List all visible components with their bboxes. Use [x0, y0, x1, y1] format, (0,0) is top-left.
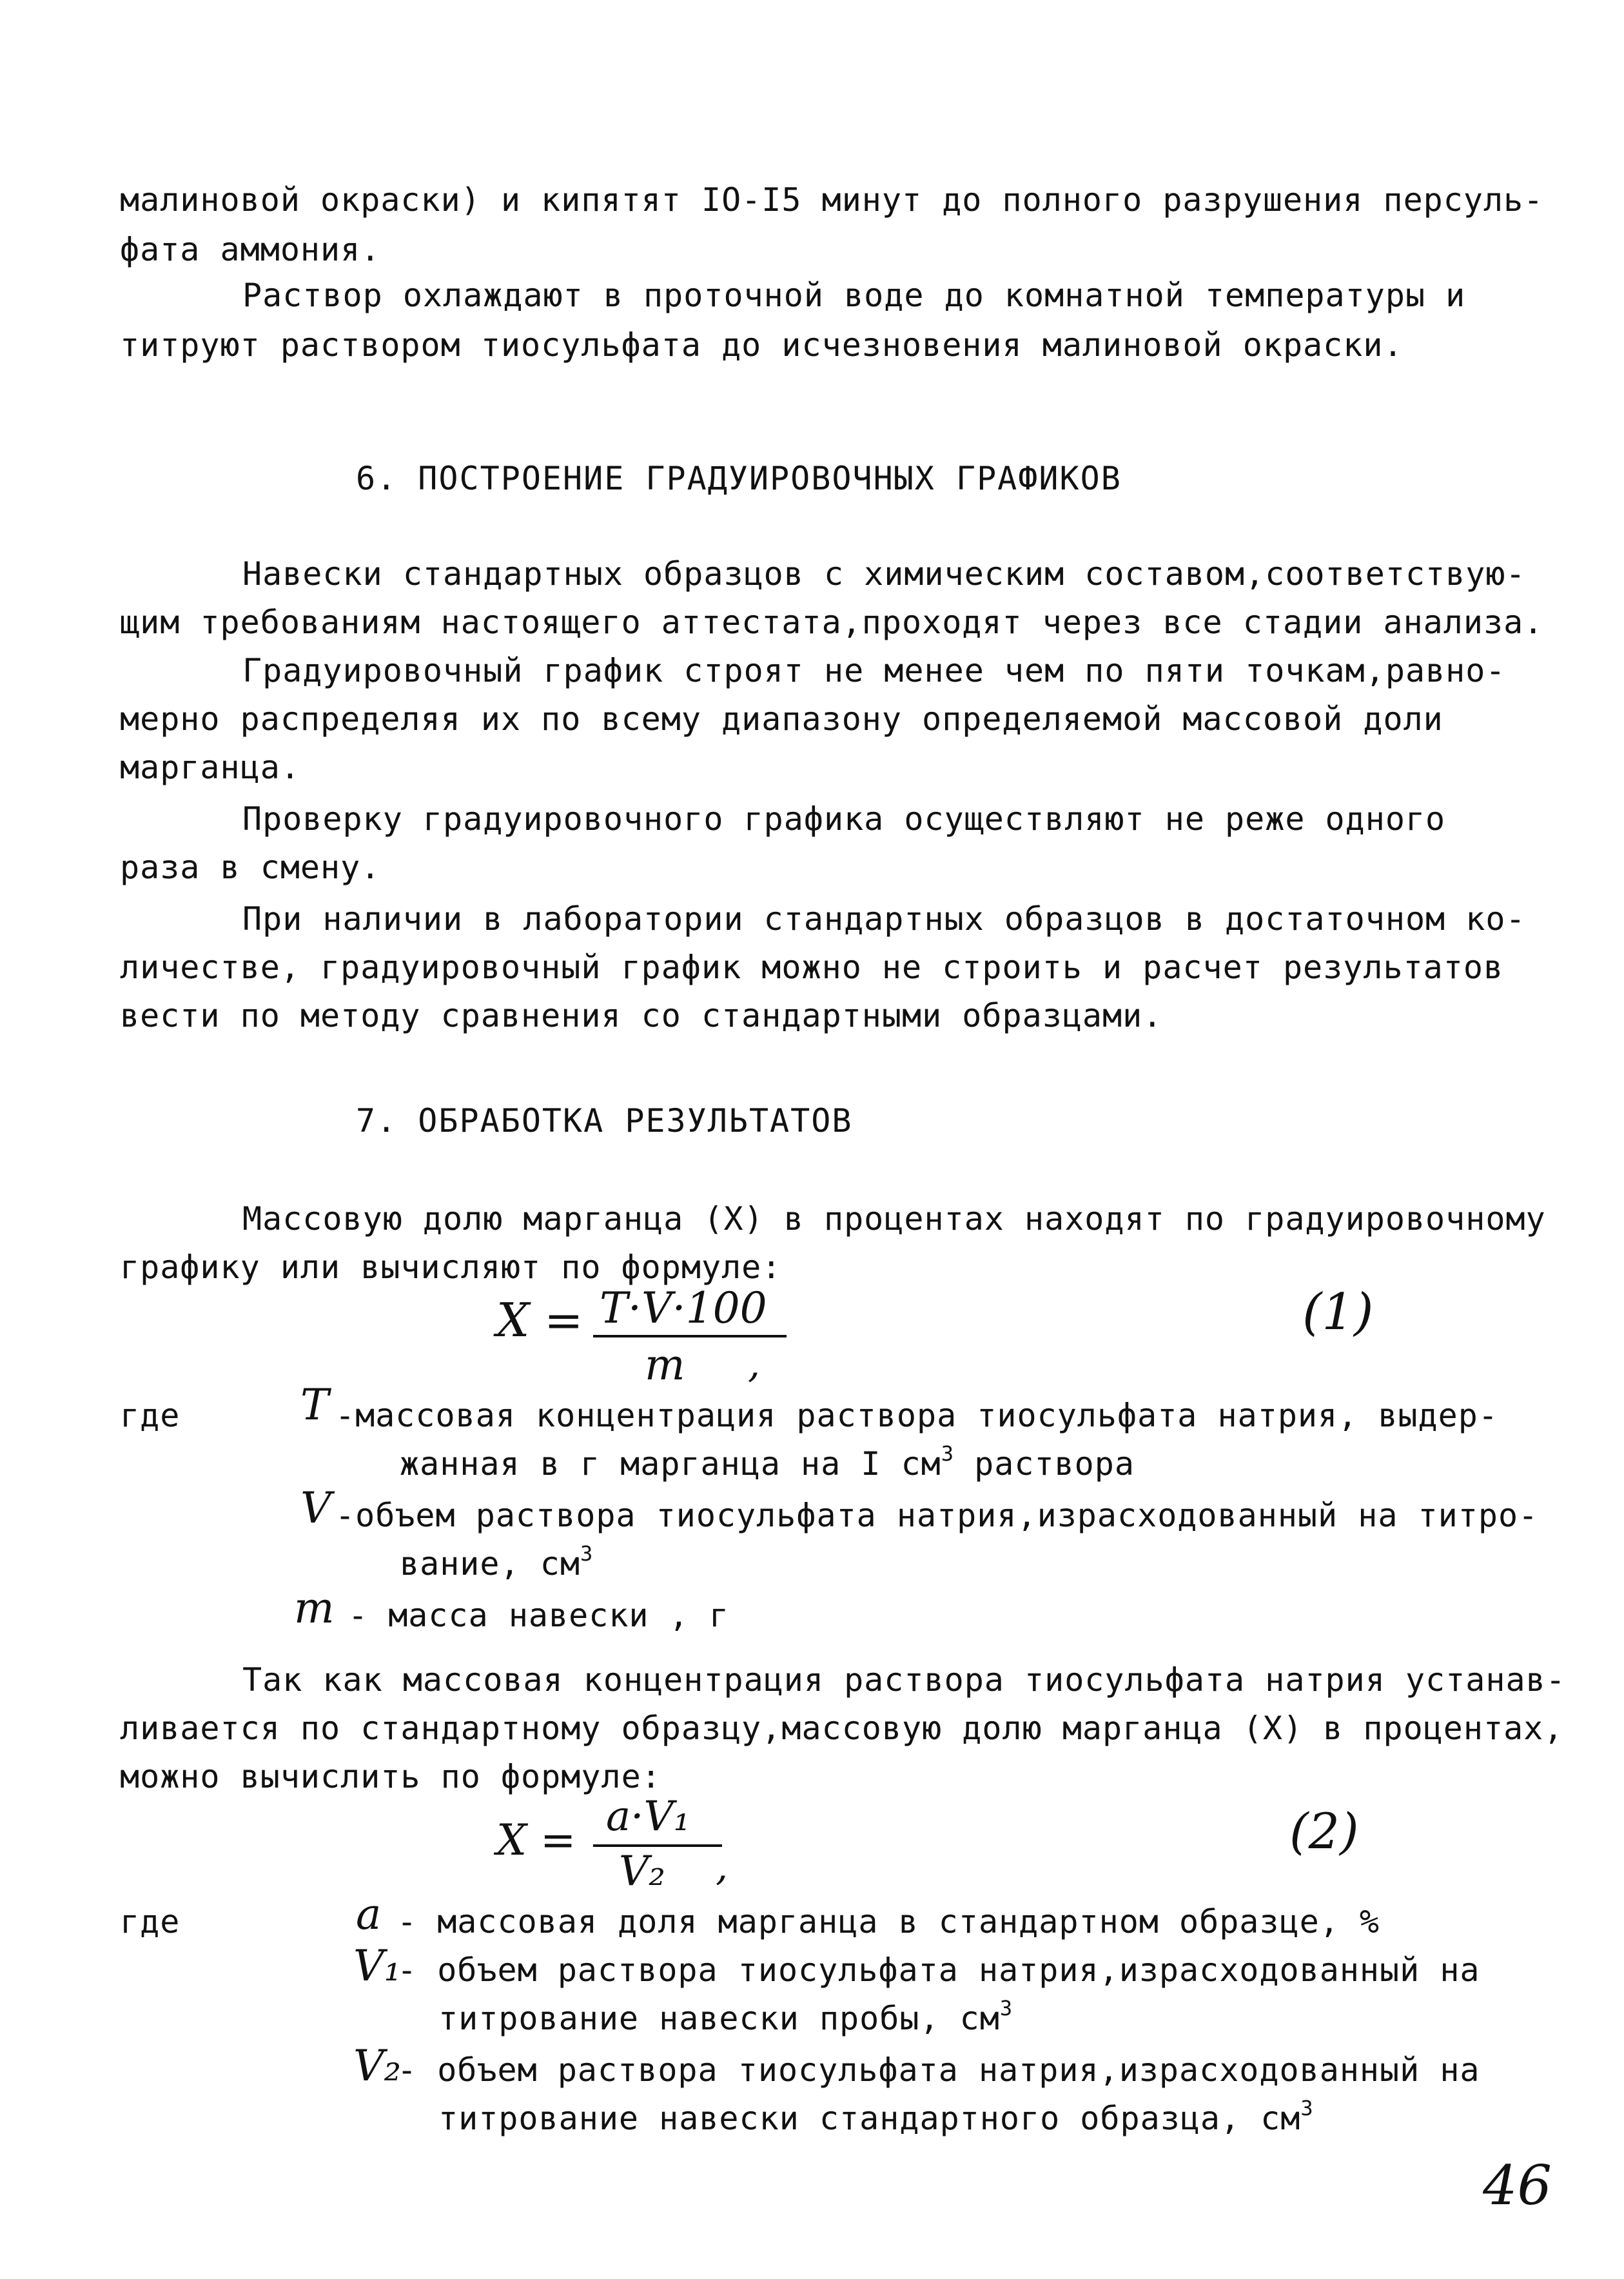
- fraction-bar: [593, 1844, 722, 1847]
- section-heading: 6. ПОСТРОЕНИЕ ГРАДУИРОВОЧНЫХ ГРАФИКОВ: [356, 460, 1122, 497]
- text-line: личестве, градуировочный график можно не строить и расчет результатов: [120, 949, 1504, 986]
- fraction-bar: [593, 1335, 787, 1337]
- formula-lhs: X =: [496, 1815, 576, 1865]
- definition-line: - массовая доля марганца в стандартном образце, %: [397, 1903, 1380, 1940]
- definition-line: -массовая концентрация раствора тиосульфата натрия, выдер-: [335, 1397, 1498, 1434]
- text-line: фата аммония.: [120, 231, 381, 268]
- text-line: раза в смену.: [120, 849, 381, 886]
- symbol-V1: V₁: [353, 1941, 402, 1991]
- symbol-m: m: [294, 1583, 335, 1633]
- section-heading: 7. ОБРАБОТКА РЕЗУЛЬТАТОВ: [356, 1102, 853, 1140]
- definition-line: вание, $см^3$: [400, 1541, 594, 1583]
- text-line: марганца.: [120, 749, 300, 786]
- text-line: Градуировочный график строят не менее чем по пяти точкам,равно-: [242, 652, 1506, 689]
- text-line: Так как массовая концентрация раствора тиосульфата натрия устанав-: [242, 1661, 1566, 1699]
- text-line: малиновой окраски) и кипятят IO-I5 минут до полного разрушения персуль-: [120, 181, 1544, 219]
- text-line: мерно распределяя их по всему диапазону определяемой массовой доли: [120, 700, 1443, 738]
- formula-lhs: X =: [496, 1293, 583, 1347]
- formula-numerator: a·V₁: [606, 1793, 690, 1840]
- definition-line: - объем раствора тиосульфата натрия,израсходованный на: [397, 1951, 1480, 1989]
- formula-denominator: m: [645, 1340, 685, 1390]
- text-line: Раствор охлаждают в проточной воде до комнатной температуры и: [242, 277, 1466, 314]
- page-number: 46: [1483, 2154, 1552, 2217]
- formula-comma: ,: [748, 1341, 761, 1386]
- text-line: ливается по стандартному образцу,массовую долю марганца (X) в процентах,: [120, 1710, 1564, 1747]
- formula-number: (1): [1302, 1283, 1374, 1341]
- symbol-V: V: [300, 1483, 331, 1533]
- text-line: щим требованиям настоящего аттестата,проходят через все стадии анализа.: [120, 604, 1544, 641]
- symbol-T: T: [300, 1380, 329, 1430]
- text-line: можно вычислить по формуле:: [120, 1758, 661, 1795]
- text-line: Проверку градуировочного графика осуществляют не реже одного: [242, 800, 1446, 838]
- text-line: графику или вычисляют по формуле:: [120, 1248, 782, 1286]
- symbol-a: a: [356, 1889, 382, 1939]
- symbol-V2: V₂: [353, 2041, 402, 2091]
- definition-line: - масса навески , г: [348, 1597, 729, 1634]
- text-line: При наличии в лаборатории стандартных образцов в достаточном ко-: [242, 900, 1526, 938]
- formula-denominator: V₂: [619, 1848, 665, 1895]
- text-line: титруют раствором тиосульфата до исчезновения малиновой окраски.: [120, 326, 1404, 364]
- where-label: где: [120, 1903, 181, 1940]
- formula-numerator: T·V·100: [600, 1283, 767, 1333]
- definition-line: титрование навески пробы, $см^3$: [438, 1996, 1013, 2037]
- formula-comma: ,: [716, 1844, 729, 1889]
- where-label: где: [120, 1397, 181, 1434]
- formula-number: (2): [1289, 1802, 1359, 1860]
- text-line: Навески стандартных образцов с химическим составом,соответствую-: [242, 555, 1526, 593]
- definition-line: - объем раствора тиосульфата натрия,израсходованный на: [397, 2051, 1480, 2089]
- definition-line: жанная в г марганца на I $см^3$ раствора: [400, 1441, 1135, 1483]
- definition-line: титрование навески стандартного образца, $см^3$: [438, 2096, 1314, 2137]
- text-line: вести по методу сравнения со стандартными образцами.: [120, 997, 1163, 1034]
- text-line: Массовую долю марганца (X) в процентах находят по градуировочному: [242, 1200, 1546, 1238]
- definition-line: -объем раствора тиосульфата натрия,израсходованный на титро-: [335, 1497, 1539, 1534]
